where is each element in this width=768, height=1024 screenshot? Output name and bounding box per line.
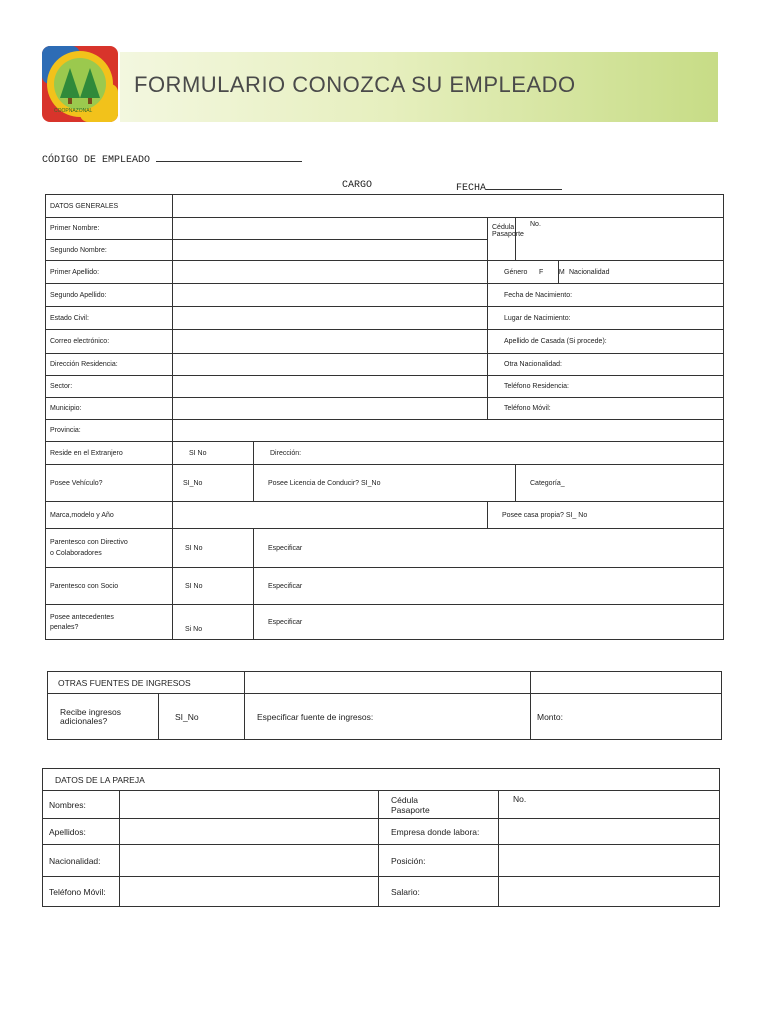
- logo-text: COOPNAZONAL: [54, 108, 93, 114]
- otras-fuentes-blank-1: [245, 672, 531, 694]
- apellidos-label: Apellidos:: [43, 819, 120, 845]
- employee-code-label: CÓDIGO DE EMPLEADO: [42, 155, 151, 166]
- datos-generales-title: DATOS GENERALES: [46, 195, 173, 218]
- header-banner: [120, 52, 718, 122]
- fecha-nacimiento-label[interactable]: Fecha de Nacimiento:: [488, 284, 724, 307]
- fecha-label: FECHA: [456, 183, 487, 194]
- parentesco-directivo-label: [46, 529, 173, 568]
- categoria-label[interactable]: Categoría_: [516, 465, 724, 502]
- parentesco-directivo-especificar[interactable]: Especificar: [254, 529, 724, 568]
- otras-fuentes-table: [47, 671, 722, 740]
- segundo-apellido-label: Segundo Apellido:: [46, 284, 173, 307]
- segundo-nombre-field[interactable]: [173, 240, 488, 261]
- otras-fuentes-title: OTRAS FUENTES DE INGRESOS: [48, 672, 245, 694]
- lugar-nacimiento-label[interactable]: Lugar de Nacimiento:: [488, 307, 724, 330]
- posee-vehiculo-label: Posee Vehículo?: [46, 465, 173, 502]
- correo-field[interactable]: [173, 330, 488, 354]
- nombres-label: Nombres:: [43, 791, 120, 819]
- estado-civil-label: Estado Civil:: [46, 307, 173, 330]
- fecha-field[interactable]: [486, 180, 562, 190]
- empresa-field[interactable]: [499, 819, 720, 845]
- reside-si-no[interactable]: SI No: [173, 442, 254, 465]
- direccion-extranjero-label[interactable]: Dirección:: [254, 442, 724, 465]
- parentesco-directivo-si-no[interactable]: SI No: [173, 529, 254, 568]
- telefono-residencia-label[interactable]: Teléfono Residencia:: [488, 376, 724, 398]
- datos-generales-table: [45, 194, 724, 640]
- primer-nombre-field[interactable]: [173, 218, 488, 240]
- datos-generales-blank: [173, 195, 724, 218]
- marca-field[interactable]: [173, 502, 488, 529]
- genero-f-option[interactable]: F: [539, 268, 544, 276]
- primer-apellido-label: Primer Apellido:: [46, 261, 173, 284]
- pareja-pasaporte-label: Pasaporte: [391, 804, 430, 815]
- pareja-telefono-label: Teléfono Móvil:: [43, 877, 120, 907]
- empresa-label: Empresa donde labora:: [379, 819, 499, 845]
- casa-propia-label[interactable]: Posee casa propia? SI_ No: [488, 502, 724, 529]
- provincia-field[interactable]: [173, 420, 724, 442]
- primer-apellido-field[interactable]: [173, 261, 488, 284]
- primer-nombre-label: Primer Nombre:: [46, 218, 173, 240]
- apellidos-field[interactable]: [120, 819, 379, 845]
- ingresos-si-no[interactable]: SI_No: [159, 694, 245, 740]
- page-title: FORMULARIO CONOZCA SU EMPLEADO: [134, 72, 576, 97]
- correo-label: Correo electrónico:: [46, 330, 173, 354]
- genero-cell: [488, 261, 565, 284]
- otra-nacionalidad-label[interactable]: Otra Nacionalidad:: [488, 354, 724, 376]
- direccion-residencia-field[interactable]: [173, 354, 488, 376]
- antecedentes-especificar[interactable]: Especificar: [254, 605, 724, 640]
- parentesco-socio-si-no[interactable]: SI No: [173, 568, 254, 605]
- employee-code-row: [42, 152, 302, 166]
- antecedentes-si-no[interactable]: Si No: [173, 605, 254, 640]
- pasaporte-label: Pasaporte: [492, 231, 524, 238]
- posicion-label: Posición:: [379, 845, 499, 877]
- recibe-ingresos-line2: adicionales?: [60, 715, 108, 726]
- licencia-label[interactable]: Posee Licencia de Conducir? SI_No: [254, 465, 516, 502]
- pareja-no-field[interactable]: [499, 791, 720, 819]
- pareja-cedula-pasaporte: [379, 791, 499, 819]
- nombres-field[interactable]: [120, 791, 379, 819]
- datos-pareja-title: DATOS DE LA PAREJA: [43, 769, 720, 791]
- sector-label: Sector:: [46, 376, 173, 398]
- antecedentes-line2: penales?: [50, 623, 79, 631]
- genero-label: Género: [504, 268, 528, 276]
- fecha-row: [456, 180, 562, 194]
- cedula-pasaporte-cell: [488, 218, 524, 261]
- parentesco-socio-label: Parentesco con Socio: [46, 568, 173, 605]
- reside-extranjero-label: Reside en el Extranjero: [46, 442, 173, 465]
- estado-civil-field[interactable]: [173, 307, 488, 330]
- pareja-nacionalidad-field[interactable]: [120, 845, 379, 877]
- apellido-casada-label[interactable]: Apellido de Casada (Si procede):: [488, 330, 724, 354]
- antecedentes-line1: Posee antecedentes: [50, 613, 114, 621]
- recibe-ingresos-line1: Recibe ingresos: [60, 706, 121, 717]
- pareja-cedula-label: Cédula: [391, 794, 418, 805]
- municipio-field[interactable]: [173, 398, 488, 420]
- municipio-label: Municipio:: [46, 398, 173, 420]
- parentesco-directivo-line2: o Colaboradores: [50, 550, 102, 557]
- especificar-fuente-label[interactable]: Especificar fuente de ingresos:: [245, 694, 531, 740]
- cedula-no-field[interactable]: [516, 218, 724, 261]
- provincia-label: Provincia:: [46, 420, 173, 442]
- vehiculo-si-no[interactable]: SI_No: [173, 465, 254, 502]
- parentesco-socio-especificar[interactable]: Especificar: [254, 568, 724, 605]
- telefono-movil-label[interactable]: Teléfono Móvil:: [488, 398, 724, 420]
- pareja-nacionalidad-label: Nacionalidad:: [43, 845, 120, 877]
- antecedentes-label: [46, 605, 173, 640]
- posicion-field[interactable]: [499, 845, 720, 877]
- employee-code-field[interactable]: [156, 152, 302, 162]
- nacionalidad-label: Nacionalidad: [569, 268, 610, 276]
- cedula-label: Cédula: [492, 224, 515, 231]
- direccion-residencia-label: Dirección Residencia:: [46, 354, 173, 376]
- no-label: No.: [530, 221, 541, 228]
- otras-fuentes-blank-2: [531, 672, 722, 694]
- salario-label: Salario:: [379, 877, 499, 907]
- segundo-nombre-label: Segundo Nombre:: [46, 240, 173, 261]
- recibe-ingresos-label: [48, 694, 159, 740]
- sector-field[interactable]: [173, 376, 488, 398]
- genero-m-option[interactable]: M: [558, 268, 565, 276]
- cargo-label: CARGO: [342, 180, 373, 191]
- salario-field[interactable]: [499, 877, 720, 907]
- parentesco-directivo-line1: Parentesco con Directivo: [50, 539, 128, 546]
- pareja-no-label: No.: [513, 794, 527, 804]
- pareja-telefono-field[interactable]: [120, 877, 379, 907]
- segundo-apellido-field[interactable]: [173, 284, 488, 307]
- datos-pareja-table: [42, 768, 720, 907]
- monto-label[interactable]: Monto:: [531, 694, 722, 740]
- marca-label: Marca,modelo y Año: [46, 502, 173, 529]
- nacionalidad-cell[interactable]: [559, 261, 724, 284]
